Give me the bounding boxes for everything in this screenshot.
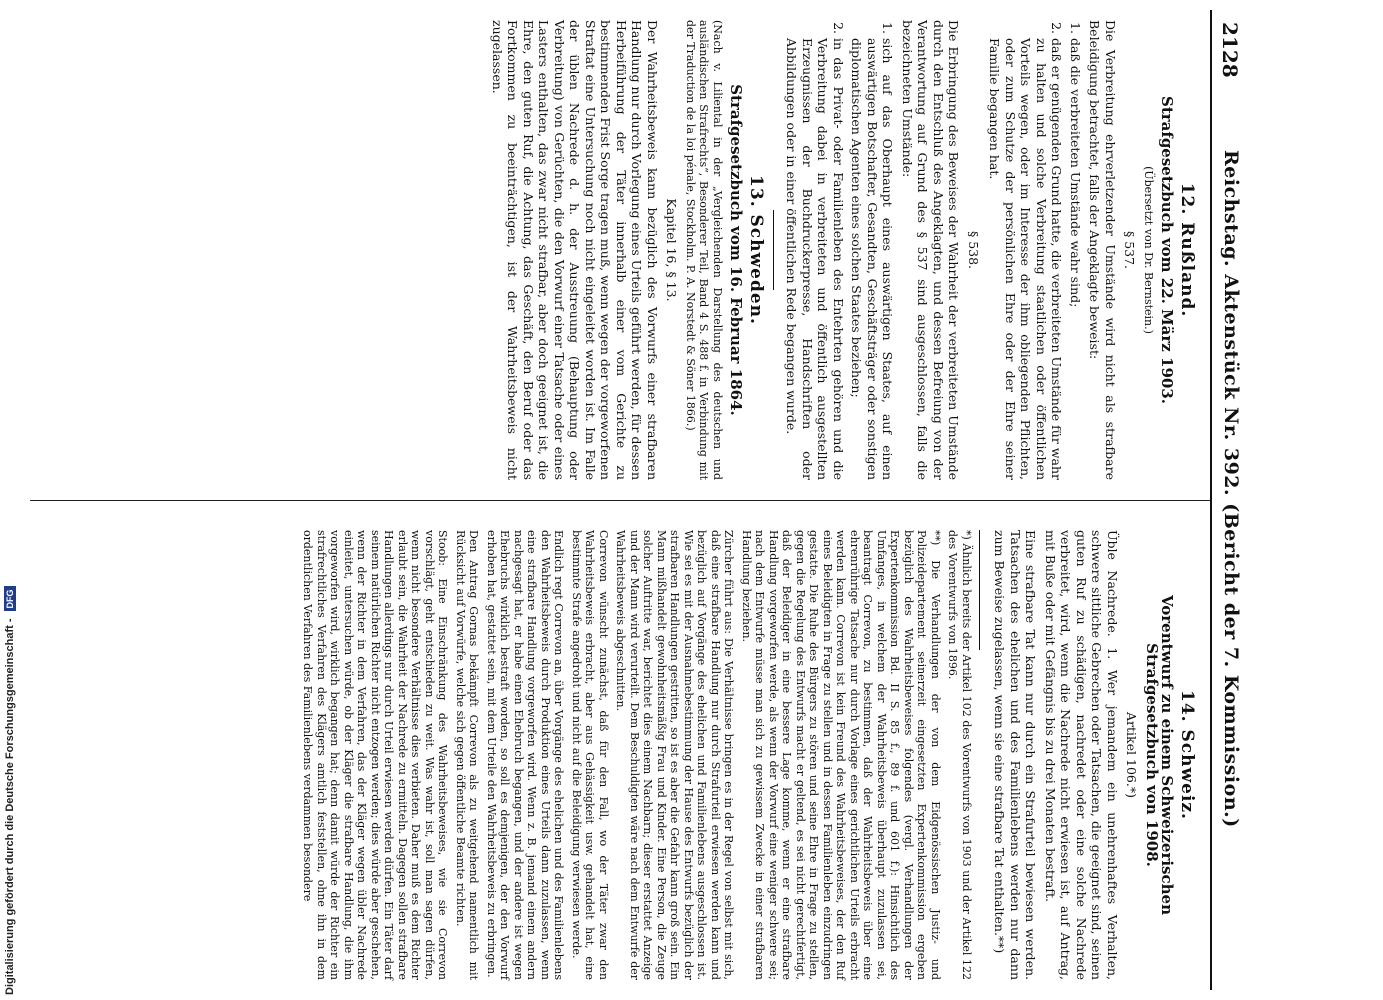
left-column (486, 20, 1201, 480)
sweden-law-title: Strafgesetzbuch vom 16. Februar 1864. (727, 84, 746, 416)
section-heading-sweden: 13. Schweden. (746, 175, 766, 325)
digitization-sidebar (0, 0, 28, 1000)
dfg-logo: DFG (4, 586, 16, 611)
paragraph-538-title: § 538. (966, 230, 981, 270)
footnote-endlich: Endlich regt Correvon an, über Vorgänge des ehelichen und des Familienlebens den Wahrheitsbeweis durch Produktion eines Urteils dann zuzulassen, wenn eine strafbare Handlung vorgeworfen wird. Wenn z. B. jemand einem andern nachgesagt hat, er habe einen Ehebruch begangen, und der andere ist wegen Ehebruchs wirklich bestraft worden, so soll es demjenigen, der den Vorwurf erhoben hat, gestattet sein, mit dem Urteile den Wahrheitsbeweis zu erbringen. (485, 530, 566, 980)
paragraph-538-list (784, 38, 896, 480)
right-column (295, 530, 1200, 980)
article-title: Artikel 106.*) (1124, 712, 1140, 798)
paragraph-537-list (987, 38, 1083, 480)
chapter-title: Kapitel 16, § 13. (664, 198, 680, 302)
footnote-correvon: Correvon wünscht zunächst, daß für den Fall, wo der Täter zwar den Wahrheitsbeweis erbracht, aber aus Gehässigkeit usw. gehandelt hat, eine bestimmte Strafe angedroht und nicht auf die Beleidigung verwiesen werde. (570, 530, 610, 980)
translator-note: (Übersetzt von Dr. Bernstein.) (1142, 166, 1155, 334)
column-divider (30, 500, 1210, 501)
section-separator (773, 210, 774, 290)
digitization-credit (4, 5, 16, 995)
footnote-gorna: Den Antrag Gornas bekämpft Correvon als zu weitgehend namentlich mit Rücksicht auf Vorwürfe, welche sich gegen öffentliche Beamte richten. (454, 530, 481, 980)
footnotes (301, 530, 980, 980)
switzerland-law-title: Vorentwurf zu einem Schweizerischen Strafgesetzbuch von 1908. (1143, 595, 1177, 915)
section-heading-switzerland: 14. Schweiz. (1177, 690, 1197, 820)
footnote-zurcher: Zürcher führt aus: Die Verhältnisse bringen es in der Regel von selbst mit sich, daß eine strafbare Handlung nur durch Strafurteil erwiesen werden kann und bezüglich auf Vorgänge des ehelichen und Familienlebens ausgeschlossen ist. Wie sei es mit der Ausnahmebestimmung der Hause des Entwurfs bezüglich der strafbaren Handlungen gestritten, so ist es aber die Gefahr kann groß sein. Ein Mann mißhandelt gewohnheitsmäßig Frau und Kinder. Eine Person, die Zeuge solcher Auftritte war, berichtet dies einem Nachbarn; dieser erstattet Anzeige und der Mann wird verurteilt. Dem Beschuldigten wäre nach dem Entwurfe der Wahrheitsbeweis abgeschnitten. (614, 530, 736, 980)
list-item: 2. daß er genügenden Grund hatte, die verbreiteten Umstände für wahr zu halten und solche Verbreitung staatlichen oder öffentlichen Vorteils wegen, oder im Interesse der ihm obliegenden Pflichten, oder zum Schutze der persönlichen Ehre oder der Ehre seiner Familie begangen hat. (987, 38, 1065, 480)
article-text: Üble Nachrede. 1. Wer jemandem ein unehrenhaftes Verhalten, schwere sittliche Gebrechen oder Tatsachen, die geeignet sind, seinen guten Ruf zu schädigen, nachredet oder eine solche Nachrede verbreitet, wird, wenn die Nachrede nicht erwiesen ist, auf Antrag, mit Buße oder mit Gefängnis bis zu drei Monaten bestraft. (1043, 530, 1120, 980)
footnote-1: *) Ähnlich bereits der Artikel 102 des Vorentwurfs von 1903 und der Artikel 122 des Vorentwurfs von 1896. (946, 530, 973, 980)
section-heading-russia: 12. Rußland. (1177, 182, 1197, 318)
footnote-2: **) Die Verhandlungen der von dem Eidgenössischen Justiz- und Polizeidepartement seinerzeit eingesetzten Expertenkommission ergeben bezüglich des Wahrheitsbeweises folgendes (vergl. Verhandlungen der Expertenkommission Bd. II S. 85 f., 89 f. und 601 f.): Hinsichtlich des Umfanges, in welchem der Wahrheitsbeweis überhaupt zuzulassen sei, beantragt Correvon, zu bestimmen, daß der Wahrheitsbeweis über eine ehrenrührige Tatsache nur durch Vorlage eines gerichtlichen Urteils erbracht werden kann. Correvon ist kein Freund des Wahrheitsbeweises, der den Ruf eines Beleidigten in Frage zu stellen und in dessen Familienleben einzudringen gestatte. Die Ruhe des Bürgers zu stören und seine Ehre in Frage zu stellen, gegen die Regelung des Entwurfs macht er geltend, es sei nicht gerechtfertigt, daß der Beleidiger in eine bessere Lage komme, wenn er eine strafbare Handlung vorgeworfen werde, als wenn der Vorwurf eine weniger schwere sei; nach dem Entwurfe müsse man sich zu gewissem Zwecke in einer strafbaren Handlung beziehen. (740, 530, 942, 980)
russia-law-title: Strafgesetzbuch vom 22. März 1903. (1158, 95, 1177, 405)
list-item: 1. sich auf das Oberhaupt eines auswärtigen Staates, auf einen auswärtigen Botschafter, Gesandten, Geschäftsträger oder sonstigen diplomatischen Agenten eines solchen Staates beziehen; (849, 38, 896, 480)
sweden-source-note: (Nach v. Liliental in der „Vergleichenden Darstellung des deutschen und ausländischen Strafrechts“, Besonderer Teil, Band 4 S. 488 f. in Verbindung mit der Traduction de la loi pénale, Stockholm. P. A. Norstedt & Söner 1866.) (684, 20, 724, 480)
paragraph-537-title: § 537. (1122, 230, 1138, 270)
list-item: 2. in das Privat- oder Familienleben des Entehrten gehören und die Verbreitung dabei in verbreiteten und öffentlich ausgestellten Erzeugnissen der Buchdruckerpresse, Handschriften oder Abbildungen oder in einer öffentlichen Rede begangen wurde. (784, 38, 846, 480)
paragraph-538-intro: Die Erbringung des Beweises der Wahrheit der verbreiteten Umstände durch den Entschluß des Angeklagten, und dessen Befreiung von der Verantwortung auf Grund des § 537 sind ausgeschlossen, falls die bezeichneten Umstände: (900, 20, 962, 480)
footnote-stoob: Stoob: Eine Einschränkung des Wahrheitsbeweises, wie sie Correvon vorschlägt, geht entschieden zu weit. Was wahr ist, soll man sagen dürfen, wenn nicht besondere Verhältnisse dies verbieten. Daher muß es dem Richter erlaubt sein, die Wahrheit der Nachrede zu ermitteln. Dagegen sollen strafbare Handlungen allerdings nur durch Urteil erwiesen werden dürfen. Ein Täter darf seinem natürlichen Richter nicht entzogen werden; dies würde aber geschehen, wenn der Richter in dem Verfahren, das der Kläger wegen übler Nachrede einleitet, untersuchen würde, ob der Kläger die strafbare Handlung, die ihm vorgeworfen wird, wirklich begangen hat; denn damit würde der Richter ein strafrechtliches Verfahren des Klägers amtlich feststellen, ohne ihn in dem ordentlichen Verfahren des Familienlebens verdammen besondere (301, 530, 450, 980)
footnote-rule (979, 530, 980, 650)
page-header (1210, 10, 1252, 990)
chapter-text: Der Wahrheitsbeweis kann bezüglich des Vorwurfs einer strafbaren Handlung nur durch Vorlegung eines Urteils geführt werden, für dessen Herbeiführung der Täter innerhalb einer vom Gerichte zu bestimmenden Frist Sorge tragen muß, wenn wegen der vorgeworfenen Straftat eine Untersuchung noch nicht eingeleitet worden ist. Im Falle der üblen Nachrede d. h. der Ausstreuung (Behauptung oder Verbreitung) von Gerüchten, die den Vorwurf einer Tatsache oder eines Lasters enthalten, das zwar nicht strafbar, aber doch geeignet ist, die Ehre, den guten Ruf, die Achtung, das Geschäft, den Beruf oder das Fortkommen zu beeinträchtigen, ist der Wahrheitsbeweis nicht zugelassen. (490, 20, 660, 480)
list-item: 1. daß die verbreiteten Umstände wahr sind; (1068, 38, 1084, 480)
credit-text: Digitalisierung gefördert durch die Deutsche Forschungsgemeinschaft - (4, 615, 16, 995)
page-number: 2128 (1218, 22, 1242, 78)
paragraph-537-intro: Die Verbreitung ehrverletzender Umstände wird nicht als strafbare Beleidigung betrachtet, falls der Angeklagte beweist: (1087, 20, 1118, 480)
article-text-2: Eine strafbare Tat kann nur durch ein Strafurteil bewiesen werden. Tatsachen des ehelichen und des Familienlebens werden nur dann zum Beweise zugelassen, wenn sie eine strafbare Tat enthalten.**) (992, 530, 1039, 980)
header-title: Reichstag. Aktenstück Nr. 392. (Bericht der 7. Kommission.) (1220, 150, 1242, 828)
